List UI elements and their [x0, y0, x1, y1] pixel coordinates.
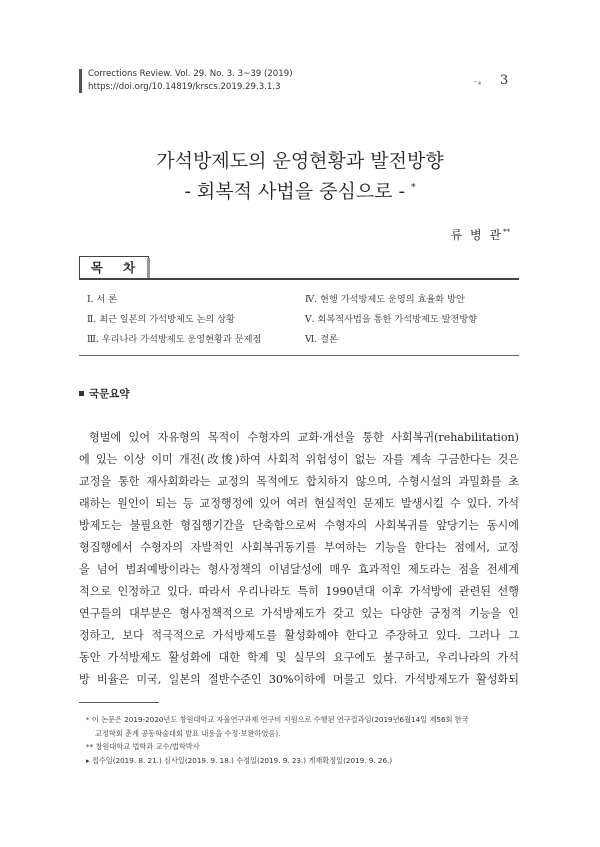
abstract-line: 형집행에서 수형자의 자발적인 사회복귀동기를 부여하는 기능을 한다는 점에서, 교정: [79, 541, 519, 554]
square-bullet-icon: [79, 391, 84, 396]
abstract-line: 교정을 통한 재사회화라는 교정의 목적에도 합치하지 않으며, 수형시설의 과밀화를 초: [79, 475, 519, 488]
abstract-heading: 국문요약: [79, 386, 130, 401]
page-number: 3: [500, 73, 509, 88]
toc-label-shadow: [147, 258, 150, 278]
journal-info: [88, 68, 293, 94]
abstract-line: 에 있는 이상 이미 개전(改悛)하여 사회적 위험성이 없는 자를 계속 구금한다는 것은: [79, 453, 519, 466]
abstract-line: 적으로 인정하고 있다. 따라서 우리나라도 특히 1990년대 이후 가석방에 관련된 선행: [79, 585, 519, 598]
page-marker: ᄫ4: [473, 81, 482, 87]
footnote-rule: [79, 702, 159, 703]
toc-top-rule: [79, 278, 519, 280]
header-accent-bar: [79, 69, 82, 93]
toc-item: Ⅲ. 우리나라 가석방제도 운영현황과 문제점: [87, 334, 262, 345]
toc-item: Ⅵ. 결론: [305, 334, 338, 345]
toc-item: Ⅴ. 회복적사법을 통한 가석방제도 발전방향: [305, 314, 478, 325]
toc-label-box: [79, 256, 149, 279]
toc-item: Ⅳ. 현행 가석방제도 운영의 효율화 방안: [305, 294, 465, 305]
footnotes: [86, 713, 469, 767]
footnote-funding: * 이 논문은 2019-2020년도 창원대학교 자율연구과제 연구비 지원으로 수행된 연구결과임(2019년6월14일 제56회 한국: [86, 715, 469, 724]
abstract-line: 래하는 원인이 되는 등 교정행정에 있어 여러 현실적인 문제도 발생시킬 수 있다. 가석: [79, 497, 519, 510]
author-footnote-mark: **: [503, 228, 510, 236]
toc-item: Ⅰ. 서 론: [87, 294, 118, 305]
abstract-line: 을 넘어 범죄예방이라는 형사정책의 이념달성에 매우 효과적인 제도라는 점을 전세계: [79, 563, 519, 576]
paper-subtitle: - 회복적 사법을 중심으로 - *: [184, 180, 416, 203]
abstract-line: 형벌에 있어 자유형의 목적이 수형자의 교화·개선을 통한 사회복귀(rehabilitation): [89, 431, 519, 444]
footnote-funding-cont: 교정학회 춘계 공동학술대회 발표 내용을 수정·보완하였음).: [95, 728, 281, 738]
paper-title: 가석방제도의 운영현황과 발전방향: [156, 150, 444, 172]
subtitle-footnote-mark: *: [411, 183, 416, 193]
footnote-dates: ▸ 접수일(2019. 8. 21.) 심사일(2019. 9. 18.) 수정일(2019. 9. 23.) 게재확정일(2019. 9. 26.): [86, 755, 393, 765]
toc-right-column: [305, 290, 477, 350]
toc-left-column: [87, 290, 261, 350]
abstract-body: [79, 427, 519, 691]
toc-label: 목 차: [90, 260, 144, 275]
toc-item: Ⅱ. 최근 일본의 가석방제도 논의 상황: [87, 314, 236, 325]
abstract-line: 방제도는 불필요한 형집행기간을 단축함으로써 수형자의 사회복귀를 앞당기는 동시에: [79, 519, 519, 532]
footnote-author: ** 창원대학교 법학과 교수/법학박사: [86, 742, 200, 751]
abstract-line: 방 비율은 미국, 일본의 절반수준인 30%이하에 머물고 있다. 가석방제도가 활성화되: [79, 673, 519, 686]
toc-bottom-rule: [79, 355, 519, 356]
abstract-line: 연구들의 대부분은 형사정책적으로 가석방제도가 갖고 있는 다양한 긍정적 기능을 인: [79, 607, 519, 620]
abstract-line: 정하고, 보다 적극적으로 가석방제도를 활성화해야 한다고 주장하고 있다. 그러나 그: [79, 629, 519, 642]
abstract-line: 동안 가석방제도 활성화에 대한 학계 및 실무의 요구에도 불구하고, 우리나라의 가석: [79, 651, 519, 664]
author-name: 류 병 관**: [450, 228, 510, 242]
doi-link[interactable]: https://doi.org/10.14819/krscs.2019.29.3.1.3: [88, 82, 281, 92]
journal-citation: Corrections Review. Vol. 29. No. 3. 3~39 (2019): [88, 69, 293, 79]
